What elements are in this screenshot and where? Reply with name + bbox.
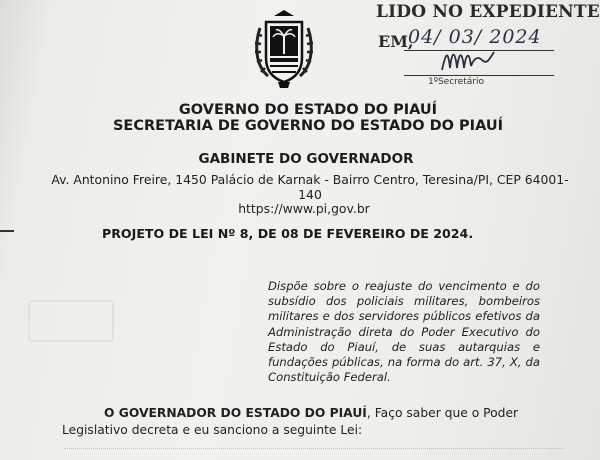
- bleed-through-mark: [28, 300, 114, 342]
- enactment-text-2: Legislativo decreta e eu sanciono a seguinte Lei:: [62, 423, 363, 437]
- bottom-rule: [64, 448, 564, 449]
- coat-of-arms-icon: [248, 6, 320, 90]
- enactment-clause: [62, 405, 564, 439]
- stamp-role: 1ºSecretário: [428, 77, 484, 87]
- stamp-date: 04/ 03/ 2024: [408, 26, 542, 48]
- address: Av. Antonino Freire, 1450 Palácio de Karnak - Bairro Centro, Teresina/PI, CEP 64001-140: [51, 172, 569, 202]
- bill-title: PROJETO DE LEI Nº 8, DE 08 DE FEVEREIRO DE 2024.: [102, 226, 474, 241]
- secretariat-name: SECRETARIA DE GOVERNO DO ESTADO DO PIAUÍ: [112, 118, 504, 134]
- margin-mark: [0, 229, 16, 233]
- governor-title: O GOVERNADOR DO ESTADO DO PIAUÍ: [104, 406, 367, 420]
- stamp-date-label: EM,: [378, 32, 414, 51]
- enactment-text-1: , Faço saber que o Poder: [366, 406, 519, 420]
- signature-icon: [438, 40, 498, 80]
- office-name: GABINETE DO GOVERNADOR: [198, 151, 414, 167]
- bill-summary: Dispõe sobre o reajuste do vencimento e do subsídio dos policiais militares, bombeiros militares e dos servidores públicos efetivos da Administração direta do Poder Executivo do Estado do Piauí, de suas autarquias e fundações públicas, na forma do art. 37, X, da Constituição Federal.: [268, 279, 540, 385]
- government-name: GOVERNO DO ESTADO DO PIAUÍ: [178, 102, 438, 118]
- stamp-signature-line: [404, 75, 554, 76]
- stamp-title: LIDO NO EXPEDIENTE: [376, 2, 600, 22]
- website-url: https://www.pi,gov.br: [238, 201, 370, 216]
